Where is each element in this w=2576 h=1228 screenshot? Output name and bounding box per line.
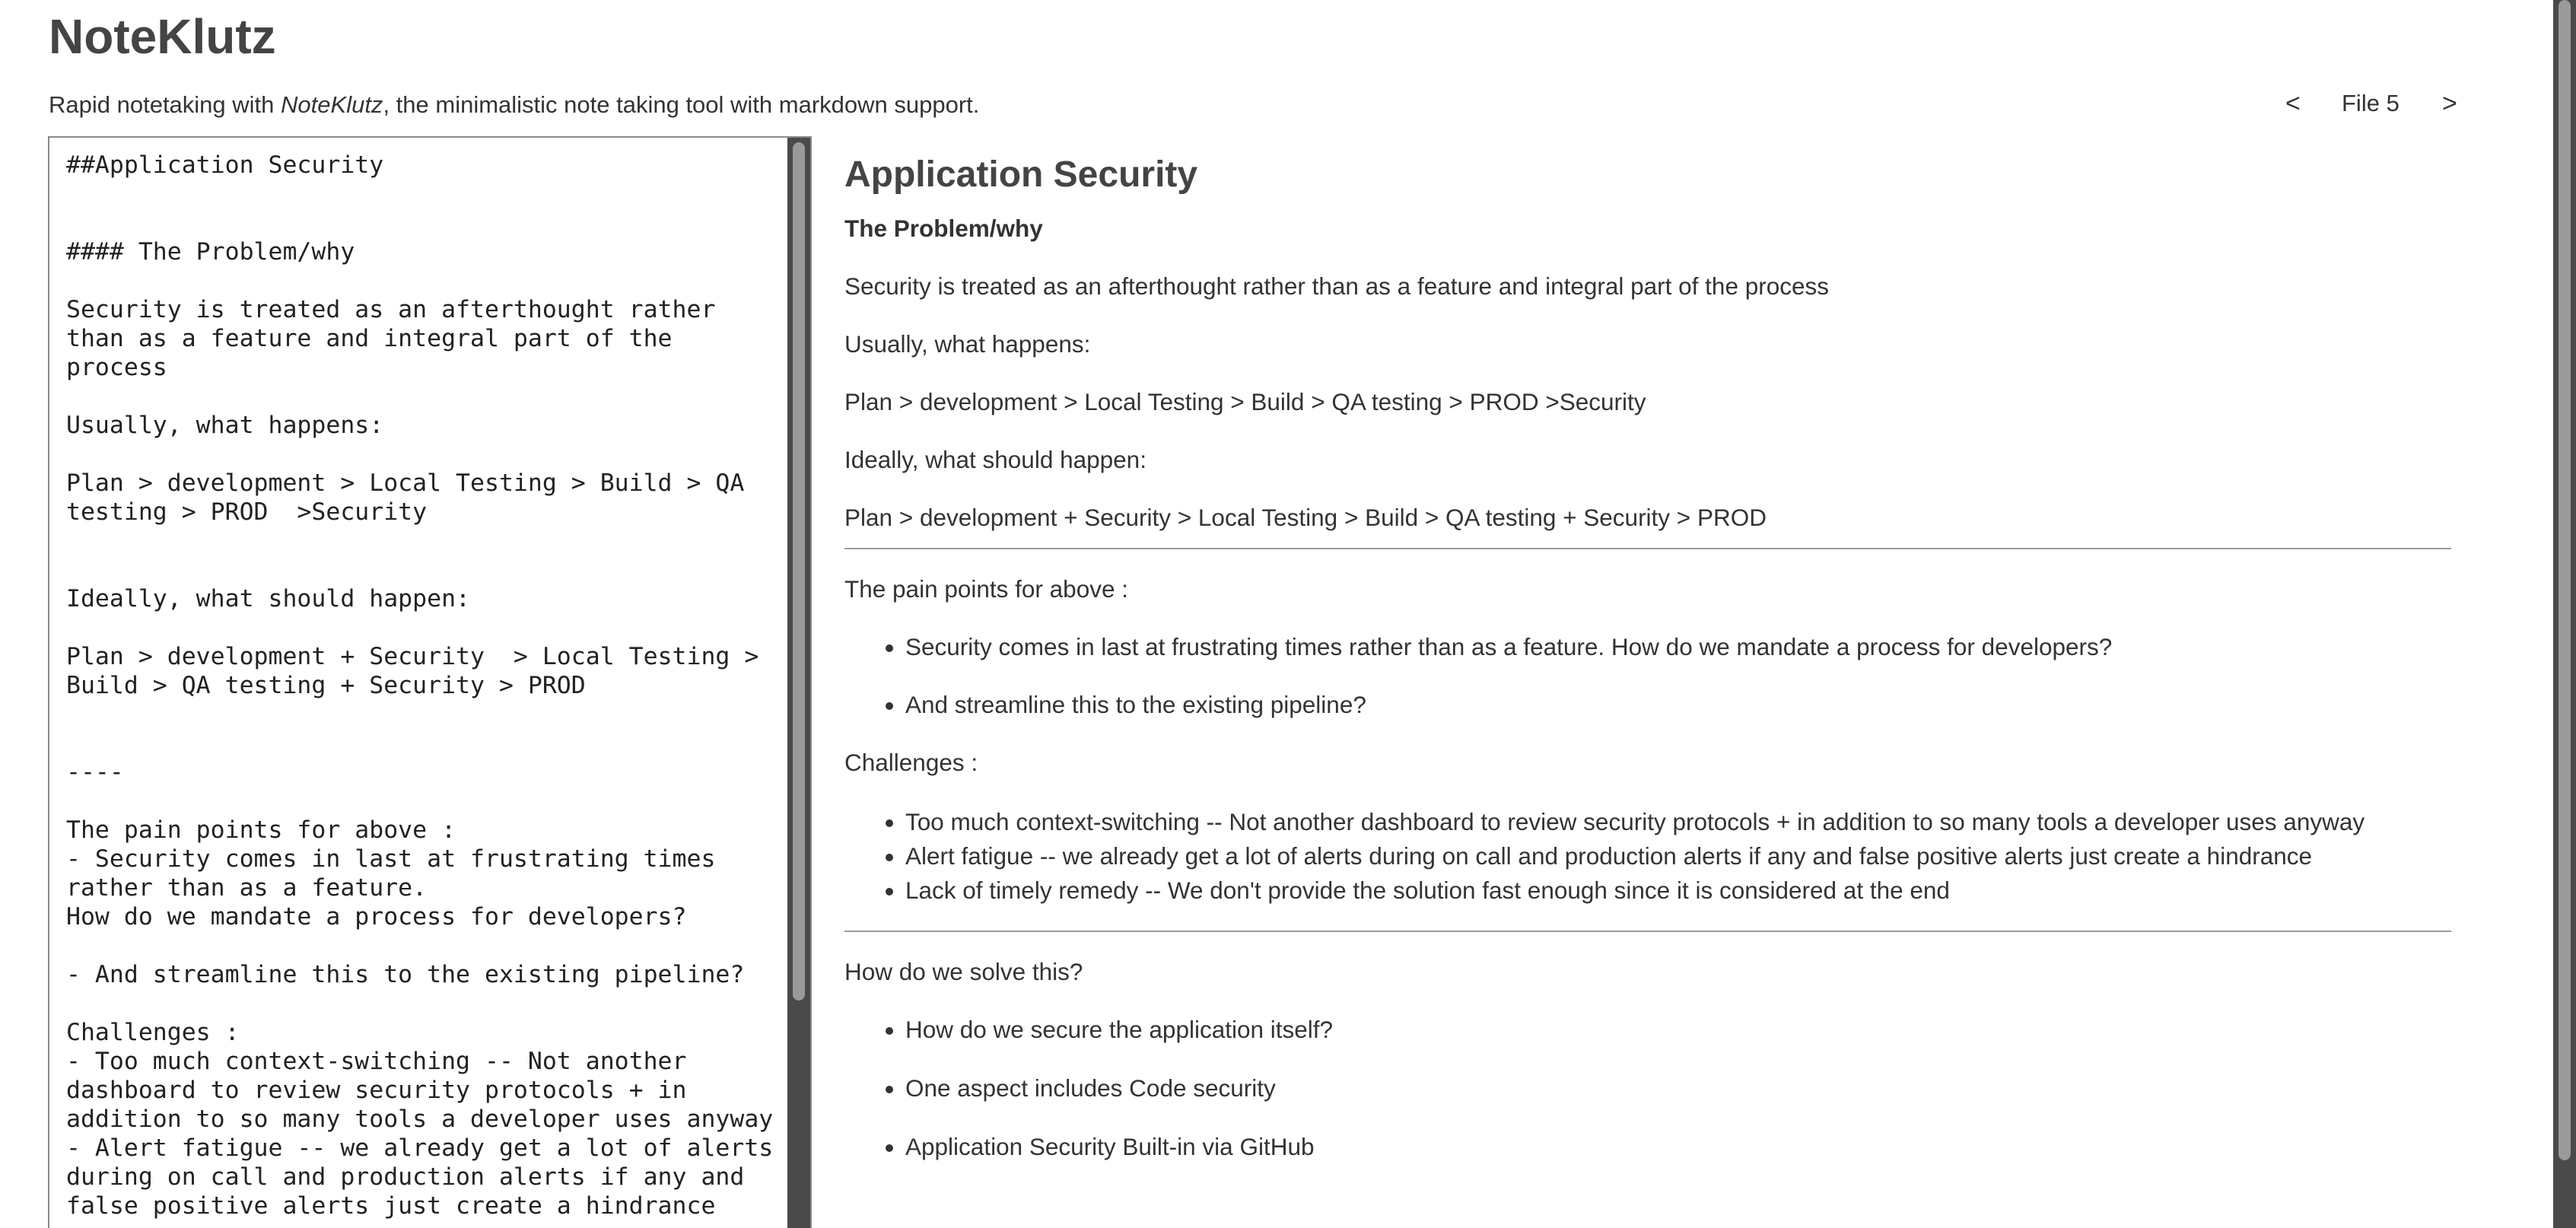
subtitle-app-name: NoteKlutz [281, 91, 383, 118]
subtitle-text-start: Rapid notetaking with [49, 91, 281, 118]
preview-paragraph: Plan > development + Security > Local Testing > Build > QA testing + Security > PROD [844, 504, 1767, 531]
file-navigator [2275, 87, 2465, 120]
markdown-editor-panel [48, 136, 812, 1228]
preview-paragraph: The pain points for above : [844, 575, 1128, 603]
solution-list [844, 1014, 2451, 1162]
list-item: • One aspect includes Code security [905, 1073, 2451, 1103]
list-item: • Alert fatigue -- we already get a lot of alerts during on call and production alerts if any and false positive alerts just create a hindrance [905, 839, 2451, 873]
preview-divider [844, 931, 2451, 932]
preview-heading: Application Security [844, 154, 1198, 195]
editor-scrollbar[interactable] [787, 138, 810, 1228]
preview-paragraph: Ideally, what should happen: [844, 446, 1146, 473]
list-item: • Application Security Built-in via GitHub [905, 1131, 2451, 1162]
next-file-button[interactable]: > [2442, 87, 2457, 120]
markdown-editor[interactable] [49, 138, 790, 1228]
preview-divider [844, 548, 2451, 549]
preview-paragraph: Security is treated as an afterthought rather than as a feature and integral part of the process [844, 272, 1830, 300]
list-item: • And streamline this to the existing pipeline? [905, 689, 2451, 720]
markdown-preview [844, 152, 2451, 1228]
list-item: • Lack of timely remedy -- We don't provide the solution fast enough since it is considered at the end [905, 873, 2451, 908]
list-item: • Security comes in last at frustrating times rather than as a feature. How do we mandate a process for developers? [905, 631, 2451, 662]
preview-paragraph: Plan > development > Local Testing > Build > QA testing > PROD >Security [844, 388, 1646, 415]
current-file-label: File 5 [2342, 90, 2399, 116]
subtitle-text-end: , the minimalistic note taking tool with markdown support. [383, 91, 980, 118]
list-item: • How do we secure the application itself? [905, 1014, 2451, 1045]
preview-paragraph: How do we solve this? [844, 958, 1083, 985]
editor-scrollbar-thumb[interactable] [793, 142, 805, 1001]
previous-file-button[interactable]: < [2285, 87, 2301, 120]
app-title: NoteKlutz [49, 9, 276, 64]
app-subtitle [49, 90, 979, 120]
page-scrollbar-thumb[interactable] [2559, 0, 2571, 1160]
pain-points-list [844, 631, 2451, 720]
page-scrollbar[interactable] [2553, 0, 2576, 1228]
preview-paragraph: Usually, what happens: [844, 330, 1091, 358]
preview-paragraph: Challenges : [844, 749, 978, 776]
preview-subheading: The Problem/why [844, 215, 1043, 242]
challenges-list [844, 805, 2451, 908]
list-item: • Too much context-switching -- Not another dashboard to review security protocols + in addition to so many tools a developer uses anyway [905, 805, 2451, 839]
